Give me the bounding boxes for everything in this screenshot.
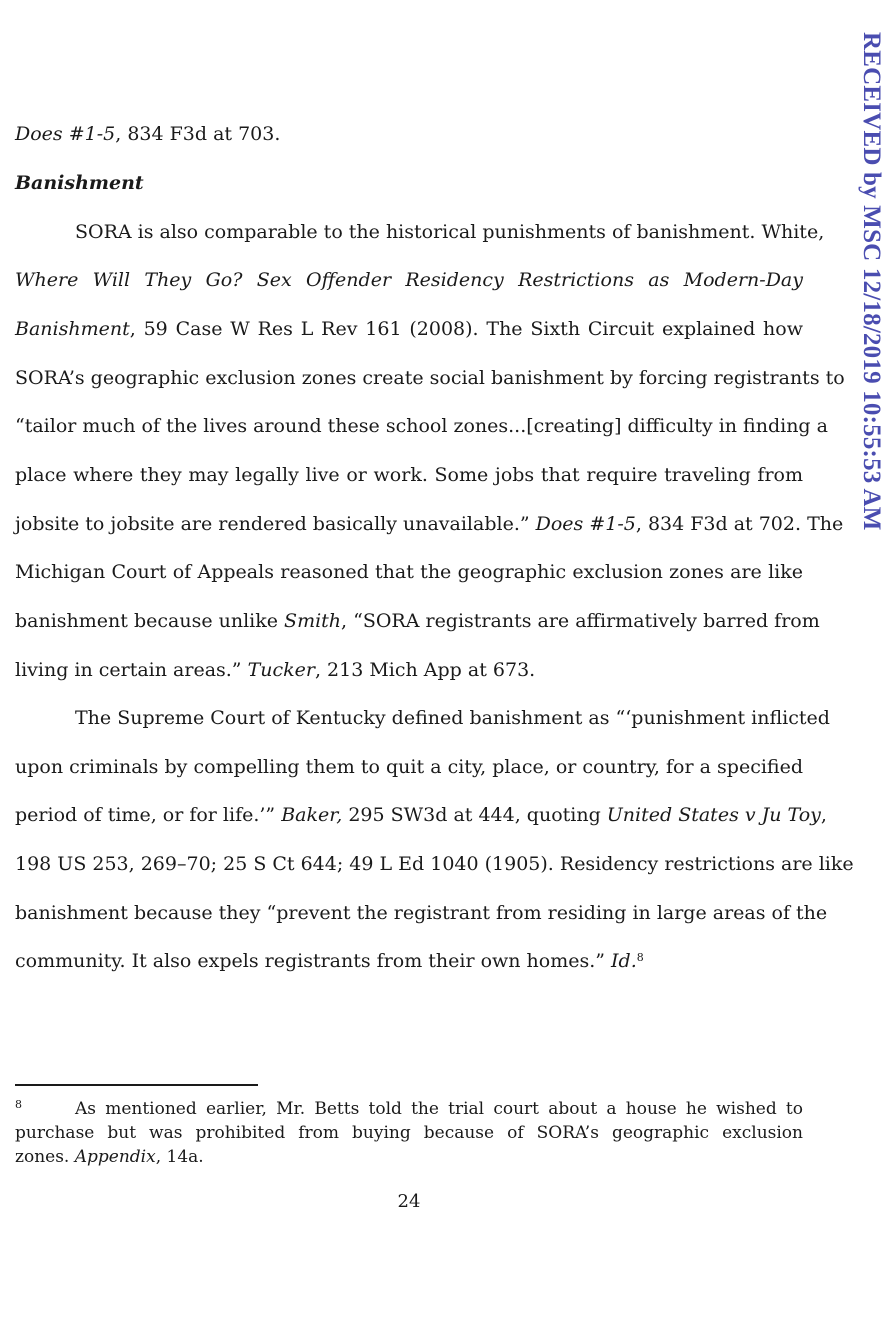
text-line: upon criminals by compelling them to quit a city, place, or country, for a specified — [15, 756, 803, 778]
section-heading: Banishment — [15, 172, 144, 194]
text-line: Does #1-5, 834 F3d at 703. — [15, 123, 281, 145]
text-line: 198 US 253, 269–70; 25 S Ct 644; 49 L Ed 1040 (1905). Residency restrictions are like — [15, 853, 854, 875]
text-line: SORA’s geographic exclusion zones create social banishment by forcing registrants to — [15, 367, 845, 389]
text-line: banishment because they “prevent the registrant from residing in large areas of the — [15, 902, 828, 924]
text-line: The Supreme Court of Kentucky defined banishment as “‘punishment inflicted — [75, 707, 830, 729]
received-stamp-text: RECEIVED by MSC 12/18/2019 10:55:53 AM — [858, 32, 885, 531]
footnote-line: As mentioned earlier, Mr. Betts told the trial court about a house he wished to — [75, 1099, 803, 1119]
text-line: place where they may legally live or work. Some jobs that require traveling from — [15, 464, 803, 486]
footnote-ref: 8 — [636, 951, 644, 964]
text-line: living in certain areas.” Tucker, 213 Mich App at 673. — [15, 659, 536, 681]
text-line: “tailor much of the lives around these school zones...[creating] difficulty in finding a — [15, 415, 828, 437]
text-line: period of time, or for life.’” Baker, 295 SW3d at 444, quoting United States v Ju Toy, — [15, 804, 827, 826]
footnote-line: zones. Appendix, 14a. — [15, 1147, 204, 1167]
text-line: Where Will They Go? Sex Offender Residency Restrictions as Modern-Day — [15, 269, 803, 291]
page-number: 24 — [397, 1191, 421, 1212]
text-line: Banishment, 59 Case W Res L Rev 161 (2008). The Sixth Circuit explained how — [15, 318, 803, 340]
footnote-divider — [15, 1084, 258, 1086]
text-line: SORA is also comparable to the historical punishments of banishment. White, — [75, 221, 825, 243]
footnote-marker: 8 — [15, 1098, 22, 1111]
received-stamp — [857, 32, 887, 572]
text-line: banishment because unlike Smith, “SORA registrants are affirmatively barred from — [15, 610, 820, 632]
text-line: community. It also expels registrants from their own homes.” Id.$^8$ — [15, 950, 644, 972]
text-line: Michigan Court of Appeals reasoned that the geographic exclusion zones are like — [15, 561, 803, 583]
text-line: jobsite to jobsite are rendered basically unavailable.” Does #1-5, 834 F3d at 702. The — [15, 513, 844, 535]
footnote-line: purchase but was prohibited from buying because of SORA’s geographic exclusion — [15, 1123, 803, 1143]
